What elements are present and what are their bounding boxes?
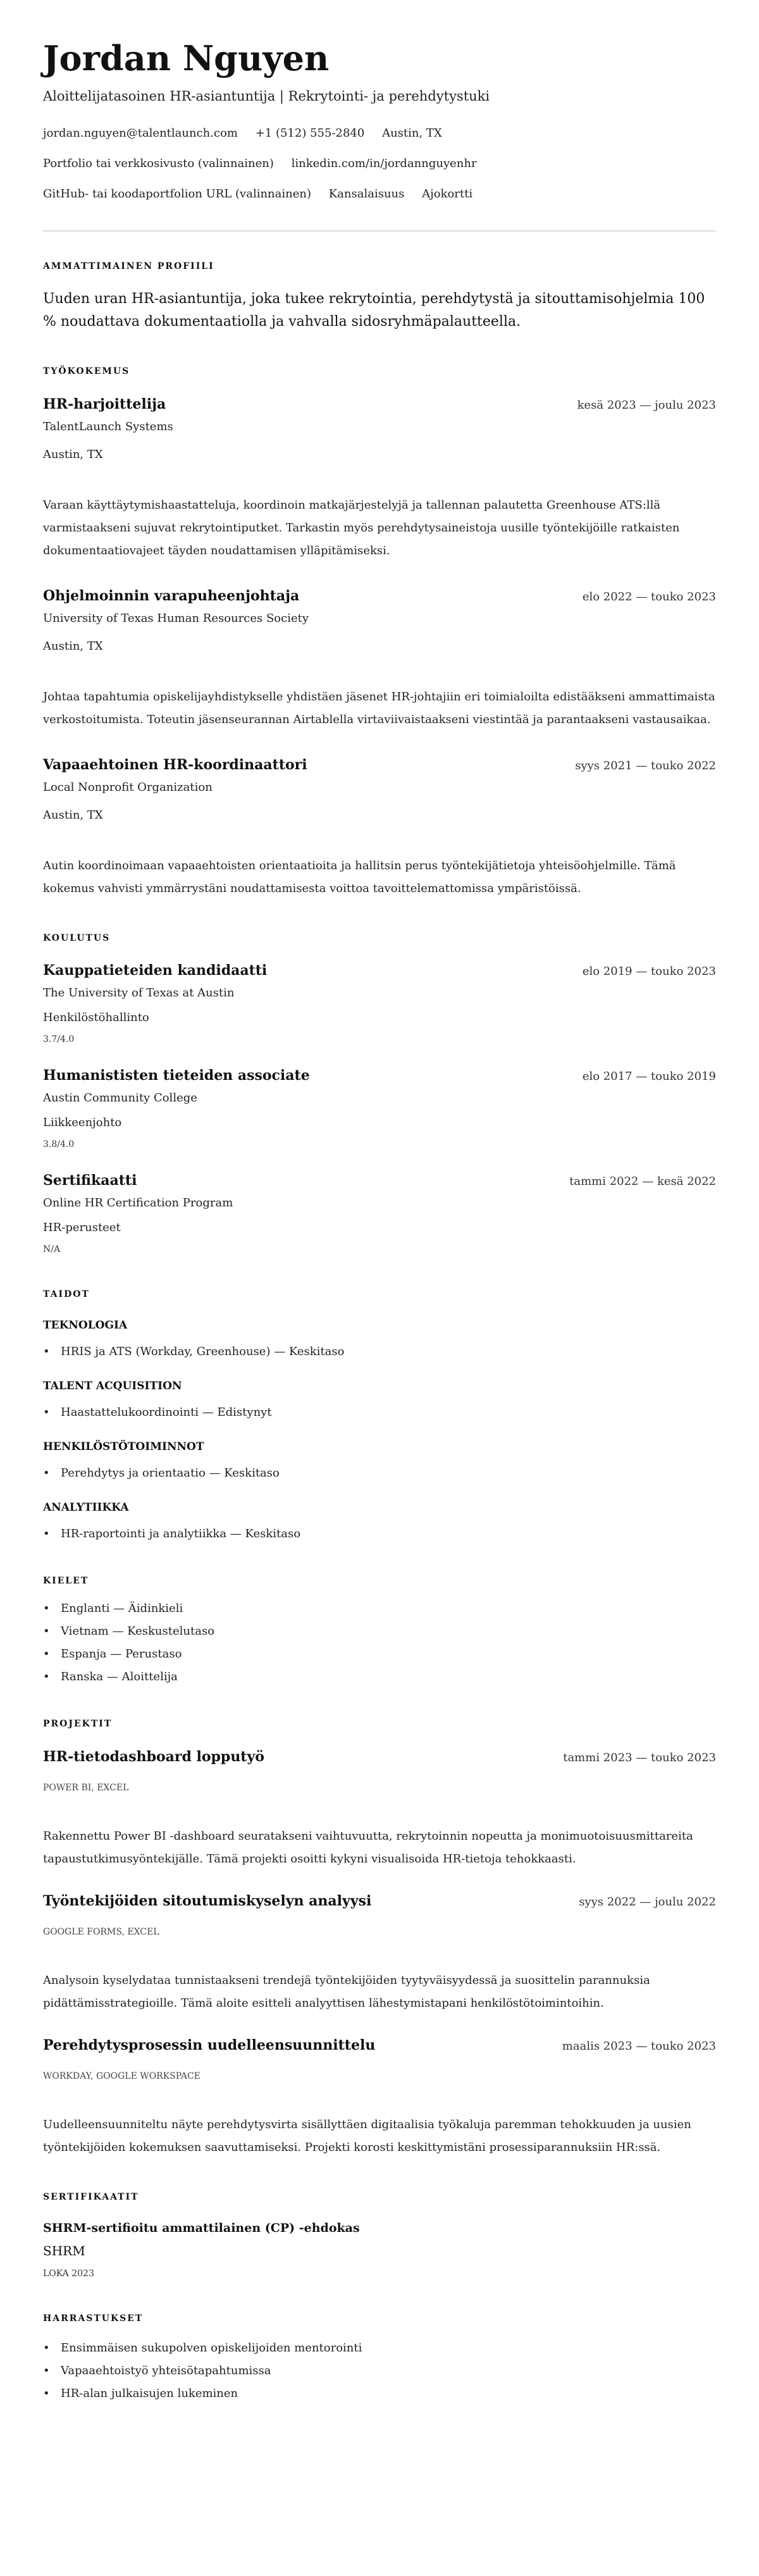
field-of-study: Liikkeenjohto (43, 1116, 122, 1129)
project-dates: tammi 2023 — touko 2023 (563, 1751, 716, 1764)
experience-entry (43, 755, 716, 900)
skill-list (43, 1525, 716, 1543)
language-item: • Espanja — Perustaso (43, 1645, 716, 1663)
project-tech: POWER BI, EXCEL (43, 1783, 129, 1793)
school-name: Austin Community College (43, 1091, 197, 1105)
project-description: Uudelleensuunniteltu näyte perehdytysvirta sisällyttäen digitaalisia työkaluja paremman tehokkuuden ja uusien työntekijöiden kokemuksen saavuttamiseksi. Projekti korosti keskittymistäni prosessiparannuksiin HR:ssä. (43, 2118, 691, 2154)
skill-category: TEKNOLOGIA (43, 1319, 128, 1332)
gpa: N/A (43, 1244, 61, 1254)
section-heading: KIELET (43, 1576, 89, 1586)
project-description: Analysoin kyselydataa tunnistaakseni trendejä työntekijöiden tyytyväisyydessä ja suosittelin parannuksia pidättämisstrategioille. Tämä aloite esitteli analyyttisen lähestymistapani henkilöstötoimintoihin. (43, 1974, 650, 2010)
section-heading: TAIDOT (43, 1289, 90, 1299)
projects-section (43, 1718, 716, 2159)
contact-citizenship: Kansalaisuus (328, 187, 405, 201)
section-heading: TYÖKOKEMUS (43, 366, 130, 376)
hobby-list (43, 2339, 716, 2403)
languages-section (43, 1575, 716, 1686)
skill-category: HENKILÖSTÖTOIMINNOT (43, 1440, 204, 1453)
hobbies-section (43, 2312, 716, 2403)
contact-email[interactable]: jordan.nguyen@talentlaunch.com (43, 127, 238, 140)
contact-row (43, 125, 716, 142)
certification-issuer: SHRM (43, 2243, 85, 2258)
section-heading: AMMATTIMAINEN PROFIILI (43, 261, 214, 271)
education-entry (43, 1066, 716, 1151)
contact-phone[interactable]: +1 (512) 555-2840 (255, 127, 365, 140)
language-item: • Vietnam — Keskustelutaso (43, 1623, 716, 1640)
education-dates: tammi 2022 — kesä 2022 (569, 1175, 716, 1188)
project-entry (43, 2036, 716, 2159)
profile-section (43, 260, 716, 333)
degree-title: Kauppatieteiden kandidaatti (43, 962, 268, 979)
job-description: Autin koordinoimaan vapaaehtoisten orientaatioita ja hallitsin perus työntekijätietoja yhteisöohjelmille. Tämä kokemus vahvisti ymmärrystäni noudattamisesta voittoa tavoittelemattomissa ympäristöissä. (43, 859, 676, 895)
project-title: HR-tietodashboard lopputyö (43, 1749, 264, 1765)
contact-drivers-license: Ajokortti (422, 187, 473, 201)
hobby-item: • Vapaaehtoistyö yhteisötapahtumissa (43, 2362, 716, 2380)
candidate-headline: Aloittelijatasoinen HR-asiantuntija | Rekrytointi- ja perehdytystuki (43, 89, 490, 104)
job-dates: syys 2021 — touko 2022 (575, 759, 716, 772)
skill-category: ANALYTIIKKA (43, 1501, 129, 1514)
degree-title: Sertifikaatti (43, 1172, 137, 1189)
education-entry (43, 1171, 716, 1256)
skill-item: • Perehdytys ja orientaatio — Keskitaso (43, 1464, 716, 1482)
job-title: Vapaaehtoinen HR-koordinaattori (43, 757, 307, 773)
gpa: 3.7/4.0 (43, 1034, 75, 1044)
skill-item: • HR-raportointi ja analytiikka — Keskitaso (43, 1525, 716, 1543)
header-divider (43, 230, 716, 232)
language-item: • Ranska — Aloittelija (43, 1668, 716, 1686)
job-description: Varaan käyttäytymishaastatteluja, koordinoin matkajärjestelyjä ja tallennan palautetta Greenhouse ATS:llä varmistaakseni sujuvat rekrytointiputket. Tarkastin myös perehdytysaineistoja uusille työntekijöille ratkaisten dokumentaatiovajeet täyden noudattamisen ylläpitämiseksi. (43, 498, 680, 557)
experience-entry (43, 395, 716, 562)
contact-github[interactable]: GitHub- tai koodaportfolion URL (valinnainen) (43, 187, 311, 201)
project-title: Perehdytysprosessin uudelleensuunnittelu (43, 2037, 376, 2053)
job-location: Austin, TX (43, 448, 103, 461)
gpa: 3.8/4.0 (43, 1139, 75, 1149)
contact-linkedin[interactable]: linkedin.com/in/jordannguyenhr (291, 157, 477, 170)
job-location: Austin, TX (43, 640, 103, 653)
field-of-study: HR-perusteet (43, 1221, 121, 1234)
job-dates: kesä 2023 — joulu 2023 (577, 399, 716, 412)
project-title: Työntekijöiden sitoutumiskyselyn analyysi (43, 1893, 372, 1909)
skill-item: • HRIS ja ATS (Workday, Greenhouse) — Keskitaso (43, 1343, 716, 1361)
contact-row (43, 185, 716, 203)
education-entry (43, 961, 716, 1046)
certification-title: SHRM-sertifioitu ammattilainen (CP) -ehdokas (43, 2221, 360, 2235)
job-company: TalentLaunch Systems (43, 420, 173, 433)
language-item: • Englanti — Äidinkieli (43, 1600, 716, 1618)
project-entry (43, 1747, 716, 1871)
project-entry (43, 1892, 716, 2015)
job-dates: elo 2022 — touko 2023 (582, 590, 716, 604)
skill-list (43, 1404, 716, 1421)
section-heading: SERTIFIKAATIT (43, 2192, 139, 2202)
section-heading: PROJEKTIT (43, 1719, 113, 1729)
contact-portfolio[interactable]: Portfolio tai verkkosivusto (valinnainen) (43, 157, 274, 170)
job-title: HR-harjoittelija (43, 396, 166, 412)
school-name: The University of Texas at Austin (43, 986, 235, 1000)
skill-list (43, 1343, 716, 1361)
education-dates: elo 2017 — touko 2019 (582, 1070, 716, 1083)
hobby-item: • Ensimmäisen sukupolven opiskelijoiden mentorointi (43, 2339, 716, 2357)
skill-category: TALENT ACQUISITION (43, 1380, 182, 1392)
candidate-name: Jordan Nguyen (43, 38, 330, 78)
job-company: Local Nonprofit Organization (43, 781, 213, 794)
experience-entry (43, 586, 716, 731)
skill-item: • Haastattelukoordinointi — Edistynyt (43, 1404, 716, 1421)
education-section (43, 932, 716, 1256)
job-company: University of Texas Human Resources Society (43, 612, 309, 625)
project-tech: GOOGLE FORMS, EXCEL (43, 1927, 159, 1937)
profile-summary: Uuden uran HR-asiantuntija, joka tukee rekrytointia, perehdytystä ja sitouttamisohjelmia 100 % noudattava dokumentaatiolla ja vahvalla sidosryhmäpalautteella. (43, 291, 705, 330)
experience-section (43, 365, 716, 900)
field-of-study: Henkilöstöhallinto (43, 1011, 149, 1024)
project-dates: syys 2022 — joulu 2022 (579, 1895, 716, 1909)
certifications-section (43, 2191, 716, 2281)
education-dates: elo 2019 — touko 2023 (582, 965, 716, 978)
contact-row (43, 155, 716, 173)
job-description: Johtaa tapahtumia opiskelijayhdistykselle yhdistäen jäsenet HR-johtajiin eri toimialoilta edistääkseni ammattimaista verkostoitumista. Toteutin jäsenseurannan Airtablella virtaviivaistaakseni viestintää ja parantaakseni vastausaikaa. (43, 690, 715, 726)
project-tech: WORKDAY, GOOGLE WORKSPACE (43, 2071, 201, 2081)
job-title: Ohjelmoinnin varapuheenjohtaja (43, 588, 300, 604)
project-description: Rakennettu Power BI -dashboard seuratakseni vaihtuvuutta, rekrytoinnin nopeutta ja monimuotoisuusmittareita tapaustutkimusyöntekijälle. Tämä projekti osoitti kykyni visualisoida HR-tietoja tehokkaasti. (43, 1830, 693, 1866)
contact-location: Austin, TX (382, 127, 442, 140)
skills-section (43, 1288, 716, 1543)
certification-date: LOKA 2023 (43, 2269, 94, 2279)
language-list (43, 1600, 716, 1686)
skill-list (43, 1464, 716, 1482)
school-name: Online HR Certification Program (43, 1196, 233, 1210)
section-heading: KOULUTUS (43, 933, 111, 943)
hobby-item: • HR-alan julkaisujen lukeminen (43, 2385, 716, 2403)
job-location: Austin, TX (43, 808, 103, 822)
degree-title: Humanististen tieteiden associate (43, 1067, 310, 1084)
resume-header (43, 38, 716, 203)
project-dates: maalis 2023 — touko 2023 (562, 2040, 716, 2053)
section-heading: HARRASTUKSET (43, 2313, 144, 2324)
